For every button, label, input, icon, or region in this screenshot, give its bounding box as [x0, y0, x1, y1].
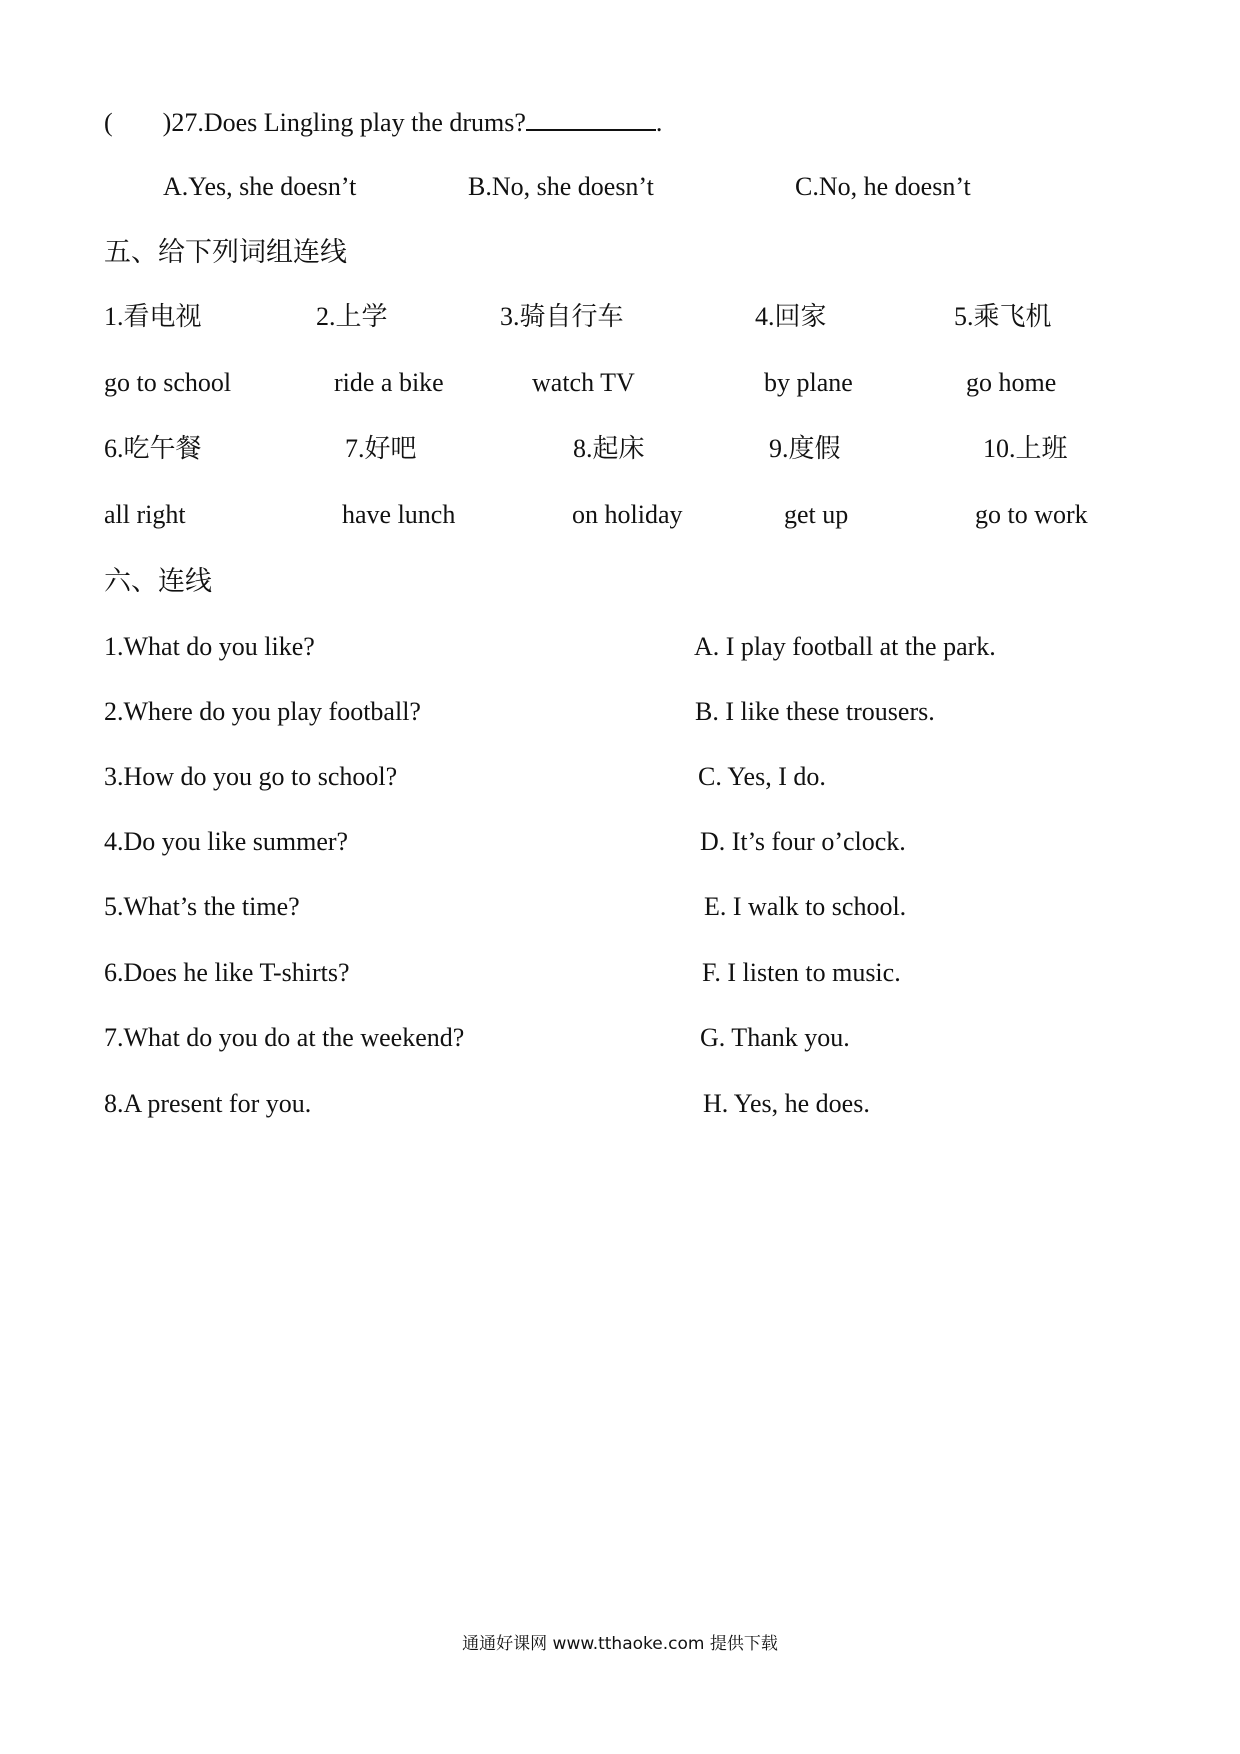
- match-answer-d: D. It’s four o’clock.: [700, 827, 906, 856]
- footer-credit: 通通好课网 www.tthaoke.com 提供下载: [462, 1634, 778, 1654]
- row1-chinese-5: 5.乘飞机: [954, 302, 1052, 331]
- row2-english-4: get up: [784, 500, 849, 529]
- question-27-option-b: B.No, she doesn’t: [468, 172, 654, 201]
- match-question-1: 1.What do you like?: [104, 632, 315, 661]
- row1-chinese-1: 1.看电视: [104, 302, 202, 331]
- question-27-period: .: [655, 108, 663, 137]
- match-question-2: 2.Where do you play football?: [104, 697, 421, 726]
- match-answer-h: H. Yes, he does.: [703, 1089, 870, 1118]
- row2-chinese-1: 6.吃午餐: [104, 434, 202, 463]
- row1-chinese-2: 2.上学: [316, 302, 388, 331]
- match-question-3: 3.How do you go to school?: [104, 762, 398, 791]
- row2-english-1: all right: [104, 500, 186, 529]
- row2-english-2: have lunch: [342, 500, 456, 529]
- match-answer-g: G. Thank you.: [700, 1023, 850, 1052]
- paren-open: (: [104, 108, 113, 137]
- row1-english-1: go to school: [104, 368, 232, 397]
- row1-chinese-4: 4.回家: [755, 302, 827, 331]
- question-27: [104, 107, 662, 138]
- answer-blank: [526, 107, 656, 131]
- question-27-option-a: A.Yes, she doesn’t: [163, 172, 357, 201]
- match-answer-b: B. I like these trousers.: [695, 697, 935, 726]
- match-question-6: 6.Does he like T-shirts?: [104, 958, 350, 987]
- match-question-8: 8.A present for you.: [104, 1089, 312, 1118]
- question-27-text: 27.Does Lingling play the drums?: [171, 108, 526, 137]
- row2-chinese-2: 7.好吧: [345, 434, 417, 463]
- row2-english-5: go to work: [975, 500, 1088, 529]
- paren-close: ): [162, 108, 172, 137]
- match-answer-c: C. Yes, I do.: [698, 762, 826, 791]
- question-27-option-c: C.No, he doesn’t: [795, 172, 971, 201]
- row1-english-2: ride a bike: [334, 368, 444, 397]
- match-question-7: 7.What do you do at the weekend?: [104, 1023, 465, 1052]
- row2-chinese-5: 10.上班: [983, 434, 1068, 463]
- row1-english-3: watch TV: [532, 368, 635, 397]
- row1-english-4: by plane: [764, 368, 853, 397]
- row1-english-5: go home: [966, 368, 1057, 397]
- row2-english-3: on holiday: [572, 500, 683, 529]
- match-answer-a: A. I play football at the park.: [694, 632, 996, 661]
- section-6-heading: 六、连线: [104, 566, 212, 596]
- match-question-5: 5.What’s the time?: [104, 892, 300, 921]
- row2-chinese-4: 9.度假: [769, 434, 841, 463]
- row1-chinese-3: 3.骑自行车: [500, 302, 624, 331]
- match-answer-f: F. I listen to music.: [702, 958, 901, 987]
- match-question-4: 4.Do you like summer?: [104, 827, 349, 856]
- section-5-heading: 五、给下列词组连线: [104, 237, 347, 267]
- match-answer-e: E. I walk to school.: [704, 892, 907, 921]
- row2-chinese-3: 8.起床: [573, 434, 645, 463]
